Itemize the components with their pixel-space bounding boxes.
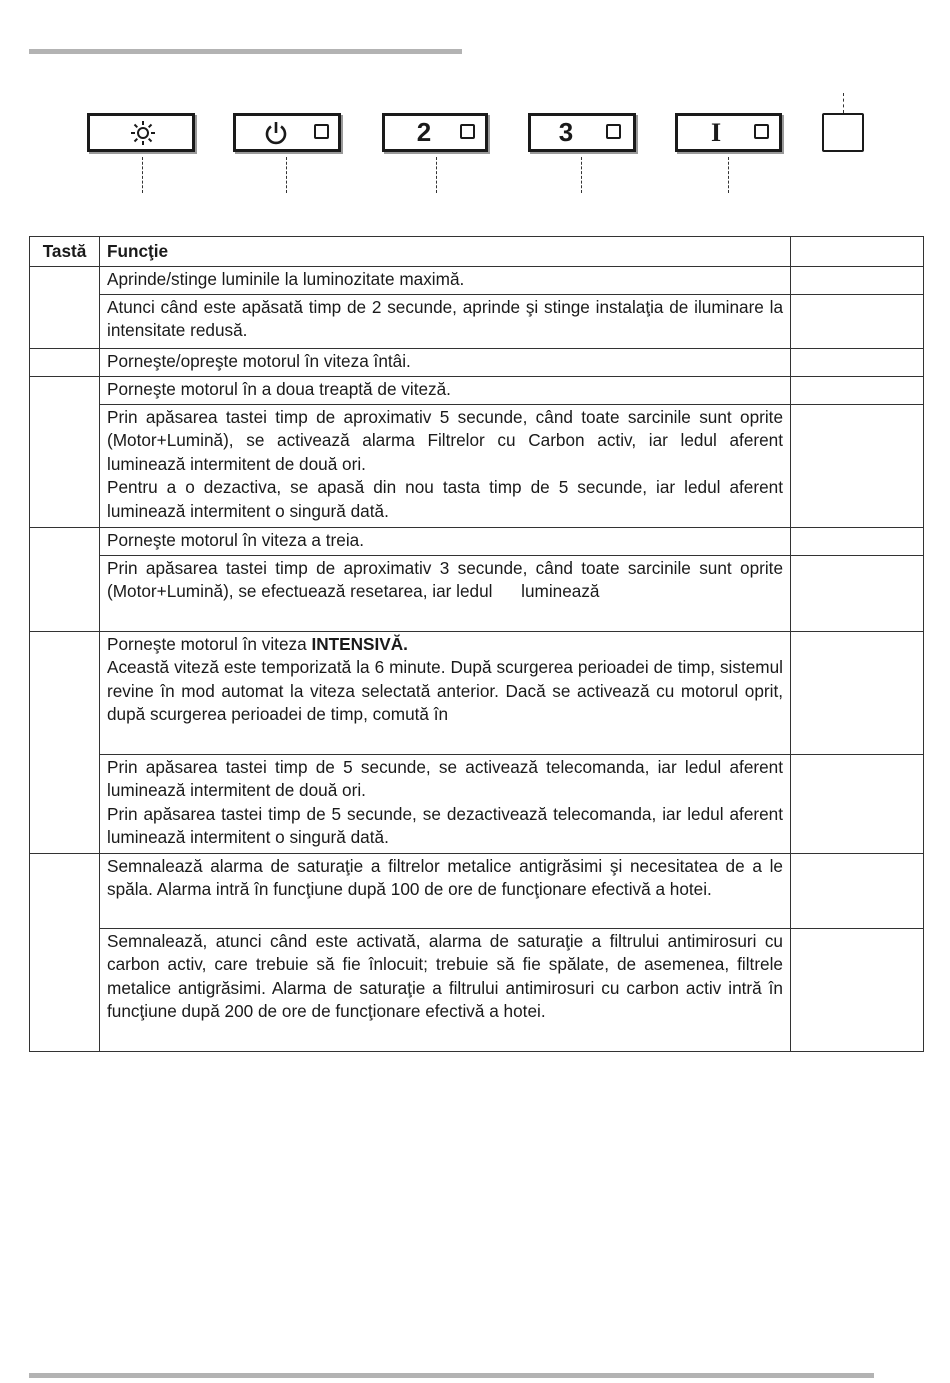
extra-cell xyxy=(791,294,924,348)
function-text: Prin apăsarea tastei timp de 5 secunde, se dezactivează telecomanda, iar ledul aferent luminează intermitent o singură dată. xyxy=(107,803,783,848)
function-text: Prin apăsarea tastei timp de aproximativ 5 secunde, când toate sarcinile sunt oprite (Motor+Lumină), se activează alarma Filtrelor cu Carbon activ, iar ledul aferent luminează intermitent de două ori. xyxy=(107,406,783,474)
extra-cell xyxy=(791,631,924,754)
speed-3-label: 3 xyxy=(558,117,574,147)
table-row xyxy=(30,348,924,376)
key-cell xyxy=(30,631,100,853)
function-cell: Porneşte motorul în a doua treaptă de viteză. xyxy=(100,376,791,404)
leader-line xyxy=(436,157,437,193)
table-row xyxy=(30,376,924,404)
function-cell: Semnalează alarma de saturaţie a filtrelor metalice antigrăsimi şi necesitatea de a le spăla. Alarma intră în funcţiune după 100 de ore de funcţionare efectivă a hotei. xyxy=(100,853,791,928)
function-cell: Atunci când este apăsată timp de 2 secunde, aprinde şi stinge instalaţia de iluminare la intensitate redusă. xyxy=(100,294,791,348)
power-key[interactable] xyxy=(233,113,341,152)
led-indicator xyxy=(606,124,621,139)
light-bulb-icon xyxy=(118,116,168,149)
function-text-prefix: Porneşte motorul în viteza xyxy=(107,633,312,654)
key-cell xyxy=(30,376,100,527)
extra-cell xyxy=(791,266,924,294)
intensive-speed-label: INTENSIVĂ. xyxy=(311,633,408,654)
key-cell xyxy=(30,348,100,376)
table-row xyxy=(30,555,924,631)
function-text: Pentru a o dezactiva, se apasă din nou tasta timp de 5 secunde, iar ledul aferent luminează intermitent o singură dată. xyxy=(107,477,783,521)
function-text: Această viteză este temporizată la 6 minute. După scurgerea perioadei de timp, sistemul revine în mod automat la viteza selectată anterior. Dacă se activează cu motorul oprit, după scurgerea perioadei de timp, comută în xyxy=(107,657,783,725)
table-row xyxy=(30,631,924,754)
table-row xyxy=(30,853,924,928)
function-cell xyxy=(100,631,791,754)
intensive-label: I xyxy=(710,117,722,147)
column-header-extra xyxy=(791,237,924,267)
leader-line xyxy=(728,157,729,193)
function-cell: Porneşte motorul în viteza a treia. xyxy=(100,527,791,555)
column-header-key: Tastă xyxy=(30,237,100,267)
table-row xyxy=(30,527,924,555)
column-header-function: Funcţie xyxy=(100,237,791,267)
function-text xyxy=(107,633,783,657)
key-cell xyxy=(30,853,100,1051)
extra-cell xyxy=(791,853,924,928)
table-row xyxy=(30,266,924,294)
table-header xyxy=(30,237,924,267)
leader-line xyxy=(843,93,844,113)
extra-cell xyxy=(791,404,924,527)
lights-key[interactable] xyxy=(87,113,195,152)
speed-3-key[interactable] xyxy=(528,113,636,152)
power-icon xyxy=(260,116,292,149)
leader-line xyxy=(581,157,582,193)
key-function-table xyxy=(29,236,924,1052)
table-row xyxy=(30,754,924,853)
table-row xyxy=(30,404,924,527)
speed-2-key[interactable] xyxy=(382,113,488,152)
extra-cell xyxy=(791,348,924,376)
function-cell xyxy=(100,754,791,853)
function-cell: Prin apăsarea tastei timp de aproximativ 3 secunde, când toate sarcinile sunt oprite (Motor+Lumină), se efectuează resetarea, iar ledul luminează xyxy=(100,555,791,631)
extra-cell xyxy=(791,527,924,555)
bottom-divider xyxy=(29,1373,874,1378)
extra-cell xyxy=(791,555,924,631)
extra-cell xyxy=(791,376,924,404)
top-divider xyxy=(29,49,462,54)
function-cell xyxy=(100,404,791,527)
remote-led-indicator xyxy=(822,113,864,152)
leader-line xyxy=(286,157,287,193)
leader-line xyxy=(142,157,143,193)
speed-2-label: 2 xyxy=(416,117,432,147)
key-cell xyxy=(30,266,100,348)
led-indicator xyxy=(460,124,475,139)
extra-cell xyxy=(791,928,924,1051)
function-text: Prin apăsarea tastei timp de 5 secunde, se activează telecomanda, iar ledul aferent luminează intermitent de două ori. xyxy=(107,756,783,801)
table-row xyxy=(30,294,924,348)
function-cell: Aprinde/stinge luminile la luminozitate maximă. xyxy=(100,266,791,294)
function-cell: Porneşte/opreşte motorul în viteza întâi. xyxy=(100,348,791,376)
led-indicator xyxy=(314,124,329,139)
extra-cell xyxy=(791,754,924,853)
intensive-key[interactable] xyxy=(675,113,782,152)
led-indicator xyxy=(754,124,769,139)
key-cell xyxy=(30,527,100,631)
table-row xyxy=(30,928,924,1051)
function-cell: Semnalează, atunci când este activată, alarma de saturaţie a filtrului antimirosuri cu carbon activ, care trebuie să fie înlocuit; trebuie să fie spălate, de asemenea, filtrele metalice antigrăsimi. Alarma de saturaţie a filtrului antimirosuri cu carbon activ intră în funcţiune după 200 de ore de funcţionare efectivă a hotei. xyxy=(100,928,791,1051)
